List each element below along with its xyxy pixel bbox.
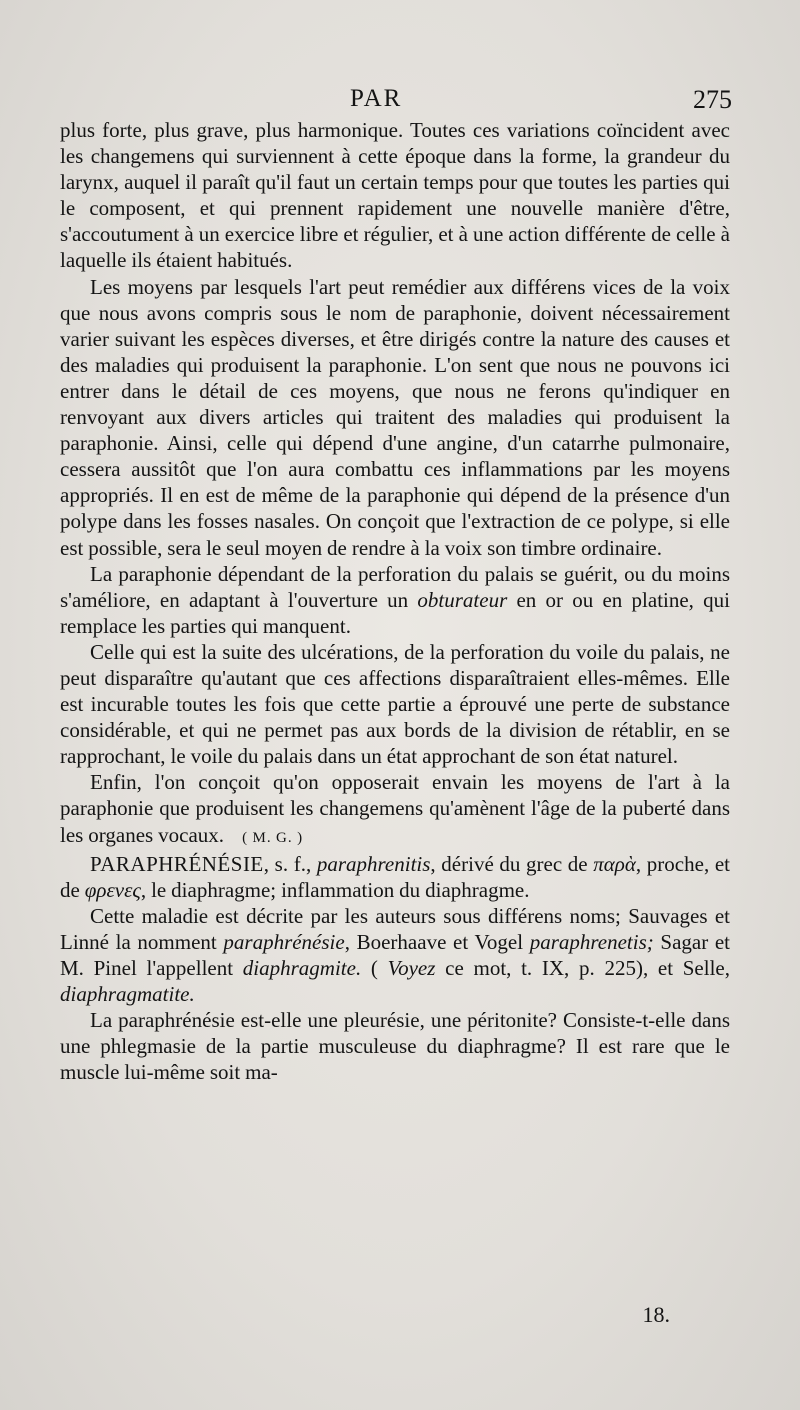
p7-italic-3: diaphragmite. [242, 956, 362, 980]
book-page [60, 85, 730, 1085]
author-signature: ( M. G. ) [242, 829, 304, 846]
p7-italic-2: paraphrenetis; [529, 929, 654, 954]
paragraph-3-text-a: La paraphonie dépendant de la perforation du palais se guérit, ou du moins s'améliore, en adaptant à l'ouverture un [60, 561, 730, 612]
entry-greek-2: φρενες [84, 877, 141, 902]
p7-text-a: Cette maladie est décrite par les auteurs sous différens noms; Sauvages et Linné la nomment [60, 903, 730, 954]
entry-latin: paraphrenitis [316, 851, 431, 876]
entry-text-d: , le diaphragme; inflammation du diaphragme. [140, 877, 530, 902]
entry-paraphrenesie [60, 851, 730, 903]
entry-text-c: , proche, et de [60, 851, 730, 902]
p7-text-c: Sagar et M. Pinel l'appellent [60, 929, 730, 980]
signature-mark: 18. [642, 1302, 670, 1327]
p7-italic-5: diaphragmatite. [60, 982, 195, 1007]
paragraph-3-italic: obturateur [417, 587, 508, 612]
p7-text-b: , Boerhaave et Vogel [344, 929, 530, 954]
paragraph-3-text-b: en or ou en platine, qui remplace les parties qui manquent. [60, 587, 730, 638]
paragraph-7 [60, 903, 730, 1007]
p7-italic-1: paraphrénésie [223, 929, 345, 954]
running-title: PAR [350, 85, 403, 112]
page-header [60, 85, 730, 117]
entry-text-b: , dérivé du grec de [430, 851, 594, 876]
entry-text-a: , s. f., [263, 851, 317, 876]
paragraph-8: La paraphrénésie est-elle une pleurésie, une péritonite? Consiste-t-elle dans une phlegmasie de la partie musculeuse du diaphragme? Il est rare que le muscle lui-même soit ma- [60, 1008, 730, 1085]
paragraph-3 [60, 561, 730, 639]
body-text [60, 117, 730, 1085]
p7-text-d: ( [361, 956, 388, 980]
paragraph-2: Les moyens par lesquels l'art peut remédier aux différens vices de la voix que nous avons compris sous le nom de paraphonie, doivent nécessairement varier suivant les espèces diverses, et être dirigés contre la nature des causes et des maladies qui produisent la paraphonie. L'on sent que nous ne pouvons ici entrer dans le détail de ces moyens, que nous ne ferons qu'indiquer en renvoyant aux divers articles qui traitent des maladies qui produisent la paraphonie. Ainsi, celle qui dépend d'une angine, d'un catarrhe pulmonaire, cessera aussitôt que l'on aura combattu ces inflammations par les moyens appropriés. Il en est de même de la paraphonie qui dépend de la présence d'un polype dans les fosses nasales. On conçoit que l'extraction de ce polype, si elle est possible, sera le seul moyen de rendre à la voix son timbre ordinaire. [60, 274, 730, 560]
entry-headword: PARAPHRÉNÉSIE [90, 851, 264, 876]
p7-text-e: ce mot, t. IX, p. 225), et Selle, [435, 956, 730, 980]
page-number: 275 [693, 85, 732, 114]
paragraph-5 [60, 769, 730, 850]
paragraph-5-text: Enfin, l'on conçoit qu'on opposerait envain les moyens de l'art à la paraphonie que produisent les changemens qu'amènent l'âge de la puberté dans les organes vocaux. [60, 770, 730, 847]
paragraph-4: Celle qui est la suite des ulcérations, de la perforation du voile du palais, ne peut disparaître qu'autant que ces affections disparaîtraient elles-mêmes. Elle est incurable toutes les fois que cette partie a éprouvé une perte de substance considérable, et qui ne permet pas aux bords de la division de rétablir, en se rapprochant, le voile du palais dans un état approchant de son état naturel. [60, 639, 730, 769]
paragraph-1: plus forte, plus grave, plus harmonique. Toutes ces variations coïncident avec les changemens qui surviennent à cette époque dans la forme, la grandeur du larynx, auquel il paraît qu'il faut un certain temps pour que toutes les parties qui le composent, et qui prennent rapidement une nouvelle manière d'être, s'accoutument à un exercice libre et régulier, et à une action différente de celle à laquelle ils étaient habitués. [60, 118, 730, 273]
entry-greek-1: παρὰ [593, 851, 636, 876]
p7-italic-4: Voyez [387, 956, 436, 980]
